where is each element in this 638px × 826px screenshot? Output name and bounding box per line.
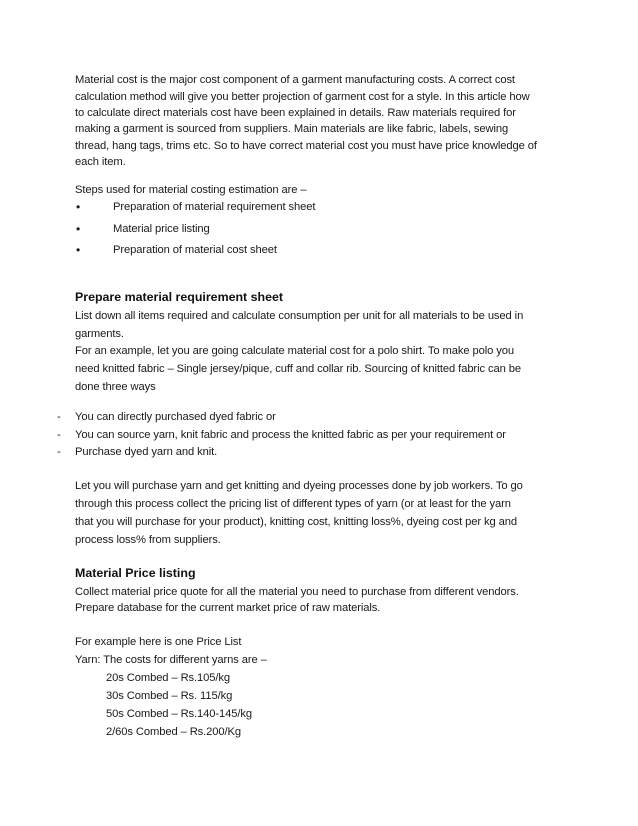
section2-line-2: Prepare database for the current market price of raw materials. bbox=[75, 602, 381, 614]
section-heading-requirement: Prepare material requirement sheet bbox=[75, 290, 283, 304]
way-item-3: Purchase dyed yarn and knit. bbox=[75, 446, 218, 458]
section1-line-5: done three ways bbox=[75, 381, 156, 393]
section2-line-1: Collect material price quote for all the material you need to purchase from different vendors. bbox=[75, 586, 519, 598]
section1-para2-line-2: through this process collect the pricing list of different types of yarn (or at least for the yarn bbox=[75, 498, 511, 510]
way-item-1: You can directly purchased dyed fabric or bbox=[75, 411, 276, 423]
section1-line-2: garments. bbox=[75, 328, 124, 340]
price-item-4: 2/60s Combed – Rs.200/Kg bbox=[106, 726, 242, 738]
bullet-icon: • bbox=[76, 243, 81, 257]
dash-icon: - bbox=[57, 429, 61, 441]
bullet-icon: • bbox=[76, 222, 81, 236]
price-item-3: 50s Combed – Rs.140-145/kg bbox=[106, 708, 253, 720]
dash-icon: - bbox=[57, 411, 61, 423]
intro-line-4: making a garment is sourced from suppliers. Main materials are like fabric, labels, sewing bbox=[75, 123, 509, 135]
dash-icon: - bbox=[57, 446, 61, 458]
price-item-1: 20s Combed – Rs.105/kg bbox=[106, 672, 231, 684]
section1-line-4: need knitted fabric – Single jersey/pique, cuff and collar rib. Sourcing of knitted fabric can be bbox=[75, 363, 521, 375]
intro-line-6: each item. bbox=[75, 156, 126, 168]
bullet-icon: • bbox=[76, 200, 81, 214]
step-item-3: Preparation of material cost sheet bbox=[113, 244, 277, 256]
way-item-2: You can source yarn, knit fabric and process the knitted fabric as per your requirement or bbox=[75, 429, 506, 441]
section1-para2-line-1: Let you will purchase yarn and get knitting and dyeing processes done by job workers. To go bbox=[75, 480, 523, 492]
intro-line-1: Material cost is the major cost component of a garment manufacturing costs. A correct cost bbox=[75, 74, 515, 86]
section-heading-price-listing: Material Price listing bbox=[75, 566, 196, 580]
section1-para2-line-3: that you will purchase for your product), knitting cost, knitting loss%, dyeing cost per kg and bbox=[75, 516, 517, 528]
section1-line-1: List down all items required and calculate consumption per unit for all materials to be used in bbox=[75, 310, 524, 322]
yarn-intro: Yarn: The costs for different yarns are – bbox=[75, 654, 267, 666]
intro-line-5: thread, hang tags, trims etc. So to have correct material cost you must have price knowledge of bbox=[75, 140, 537, 152]
step-item-2: Material price listing bbox=[113, 223, 210, 235]
section1-line-3: For an example, let you are going calculate material cost for a polo shirt. To make polo you bbox=[75, 345, 514, 357]
intro-line-2: calculation method will give you better projection of garment cost for a style. In this article how bbox=[75, 91, 530, 103]
section1-para2-line-4: process loss% from suppliers. bbox=[75, 534, 221, 546]
steps-heading: Steps used for material costing estimation are – bbox=[75, 184, 307, 196]
step-item-1: Preparation of material requirement sheet bbox=[113, 201, 316, 213]
intro-line-3: to calculate direct materials cost have been explained in details. Raw materials required for bbox=[75, 107, 516, 119]
example-intro: For example here is one Price List bbox=[75, 636, 242, 648]
price-item-2: 30s Combed – Rs. 115/kg bbox=[106, 690, 233, 702]
